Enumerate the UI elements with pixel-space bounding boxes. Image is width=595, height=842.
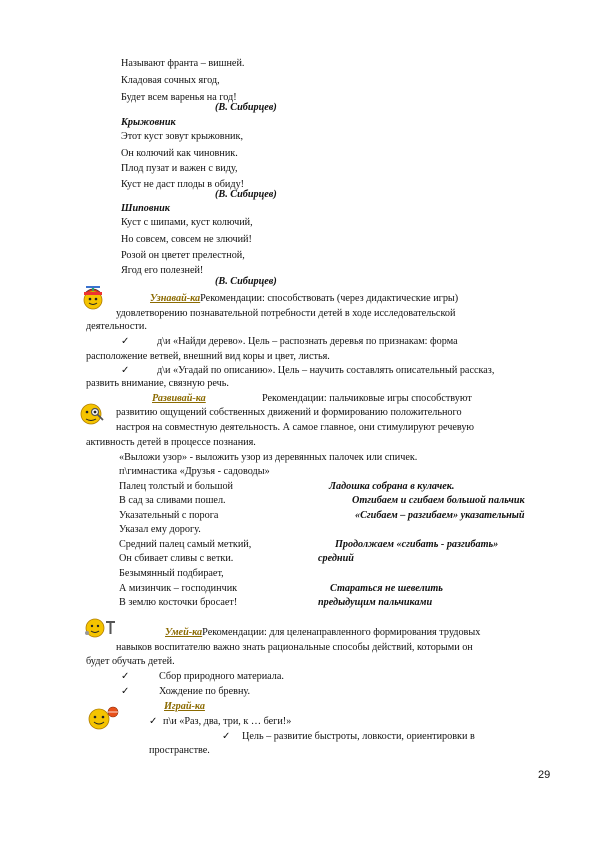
section4-goal-cont: пространстве. <box>149 745 210 756</box>
checkmark-icon: ✓ <box>121 671 130 682</box>
section1-item-1 <box>121 336 458 348</box>
rhyme-note-8: Стараться не шевелить <box>330 583 443 594</box>
rhyme-line-4: Указал ему дорогу. <box>119 524 201 535</box>
smiley-ball-icon <box>86 703 120 733</box>
section1-rec-line-3: деятельности. <box>86 321 147 332</box>
checkmark-icon: ✓ <box>121 686 130 697</box>
poem2-title: Крыжовник <box>121 117 176 128</box>
poem2-line-3: Плод пузат и важен с виду, <box>121 163 238 174</box>
section1-heading-line <box>150 293 458 305</box>
poem3-line-2: Но совсем, совсем не злючий! <box>121 234 252 245</box>
rhyme-note-2: Отгибаем и сгибаем большой пальчик <box>352 495 525 506</box>
section3-rec-line-3: будет обучать детей. <box>86 656 175 667</box>
rhyme-line-2: В сад за сливами пошел. <box>119 495 226 506</box>
section4-game <box>149 716 291 728</box>
section1-heading: Узнавай-ка <box>150 293 201 304</box>
rhyme-note-5: Продолжаем «сгибать - разгибать» <box>335 539 499 550</box>
poem1-line-1: Называют франта – вишней. <box>121 58 245 69</box>
poem2-line-2: Он колючий как чиновник. <box>121 148 238 159</box>
section1-rec-line-1: Рекомендации: способствовать (через дидактические игры) <box>200 293 459 304</box>
poem2-line-1: Этот куст зовут крыжовник, <box>121 131 244 142</box>
section3-item-1-text: Сбор природного материала. <box>159 671 284 682</box>
poem1-line-2: Кладовая сочных ягод, <box>121 75 220 86</box>
section4-game-text: п\и «Раз, два, три, к … беги!» <box>163 716 292 727</box>
poem1-author: (В. Сибирцев) <box>215 102 277 113</box>
page-number: 29 <box>538 769 551 781</box>
smiley-propeller-cap-icon <box>79 284 107 312</box>
checkmark-icon: ✓ <box>121 365 130 376</box>
section4-heading: Играй-ка <box>164 701 205 712</box>
section1-item-2-cont: развить внимание, связную речь. <box>86 378 229 389</box>
section1-item-1-text: д\и «Найди дерево». Цель – распознать деревья по признакам: форма <box>157 336 458 347</box>
poem2-line-4: Куст не даст плоды в обиду! <box>121 179 245 190</box>
section1-item-1-cont: расположение ветвей, внешний вид коры и цвет, листья. <box>86 351 330 362</box>
section3-rec-line-1: Рекомендации: для целенаправленного формирования трудовых <box>202 627 481 638</box>
checkmark-icon: ✓ <box>222 731 231 742</box>
poem2-author: (В. Сибирцев) <box>215 189 277 200</box>
section3-item-1 <box>121 671 284 683</box>
section4-goal <box>222 731 475 743</box>
section4-goal-text: Цель – развитие быстроты, ловкости, ориентировки в <box>242 731 475 742</box>
poem3-line-4: Ягод его полезней! <box>121 265 204 276</box>
rhyme-line-3: Указательный с порога <box>119 510 219 521</box>
smiley-magnifier-icon <box>78 400 108 430</box>
section1-rec-line-2: удовлетворению познавательной потребности детей в ходе исследовательской <box>116 308 456 319</box>
section2-pattern: «Выложи узор» - выложить узор из деревянных палочек или спичек. <box>119 452 418 463</box>
rhyme-note-3: «Сгибаем – разгибаем» указательный <box>355 510 525 521</box>
poem1-line-3: Будет всем варенья на год! <box>121 92 237 103</box>
section1-item-2-text: д\и «Угадай по описанию». Цель – научить составлять описательный рассказ, <box>157 365 495 376</box>
section2-rec-line-2: развитию ощущений собственных движений и формированию положительного <box>116 407 462 418</box>
smiley-tools-icon <box>84 617 118 639</box>
rhyme-line-1: Палец толстый и большой <box>119 481 234 492</box>
poem3-line-1: Куст с шипами, куст колючий, <box>121 217 253 228</box>
rhyme-note-9: предыдущим пальчиками <box>318 597 433 608</box>
rhyme-line-8: А мизинчик – господинчик <box>119 583 238 594</box>
section2-rec-line-1: Рекомендации: пальчиковые игры способствуют <box>262 393 472 404</box>
section2-rec-line-4: активность детей в процессе познания. <box>86 437 256 448</box>
section1-item-2 <box>121 365 494 377</box>
section3-item-2 <box>121 686 250 698</box>
section3-heading-line <box>165 627 480 639</box>
rhyme-note-6: средний <box>318 553 354 564</box>
rhyme-line-5: Средний палец самый меткий, <box>119 539 252 550</box>
rhyme-line-6: Он сбивает сливы с ветки. <box>119 553 234 564</box>
rhyme-line-7: Безымянный подбирает, <box>119 568 224 579</box>
poem3-author: (В. Сибирцев) <box>215 276 277 287</box>
section2-heading: Развивай-ка <box>152 393 206 404</box>
section2-gym-title: п\гимнастика «Друзья - садоводы» <box>119 466 270 477</box>
section3-item-2-text: Хождение по бревну. <box>159 686 251 697</box>
section2-rec-line-3: настроя на совместную деятельность. А самое главное, они стимулируют речевую <box>116 422 475 433</box>
poem3-line-3: Розой он цветет прелестной, <box>121 250 245 261</box>
checkmark-icon: ✓ <box>149 716 158 727</box>
section3-heading: Умей-ка <box>165 627 203 638</box>
poem3-title: Шиповник <box>121 203 170 214</box>
checkmark-icon: ✓ <box>121 336 130 347</box>
section3-rec-line-2: навыков воспитателю важно знать рациональные способы действий, которыми он <box>116 642 473 653</box>
rhyme-line-9: В землю косточки бросает! <box>119 597 238 608</box>
rhyme-note-1: Ладошка собрана в кулачек. <box>329 481 455 492</box>
